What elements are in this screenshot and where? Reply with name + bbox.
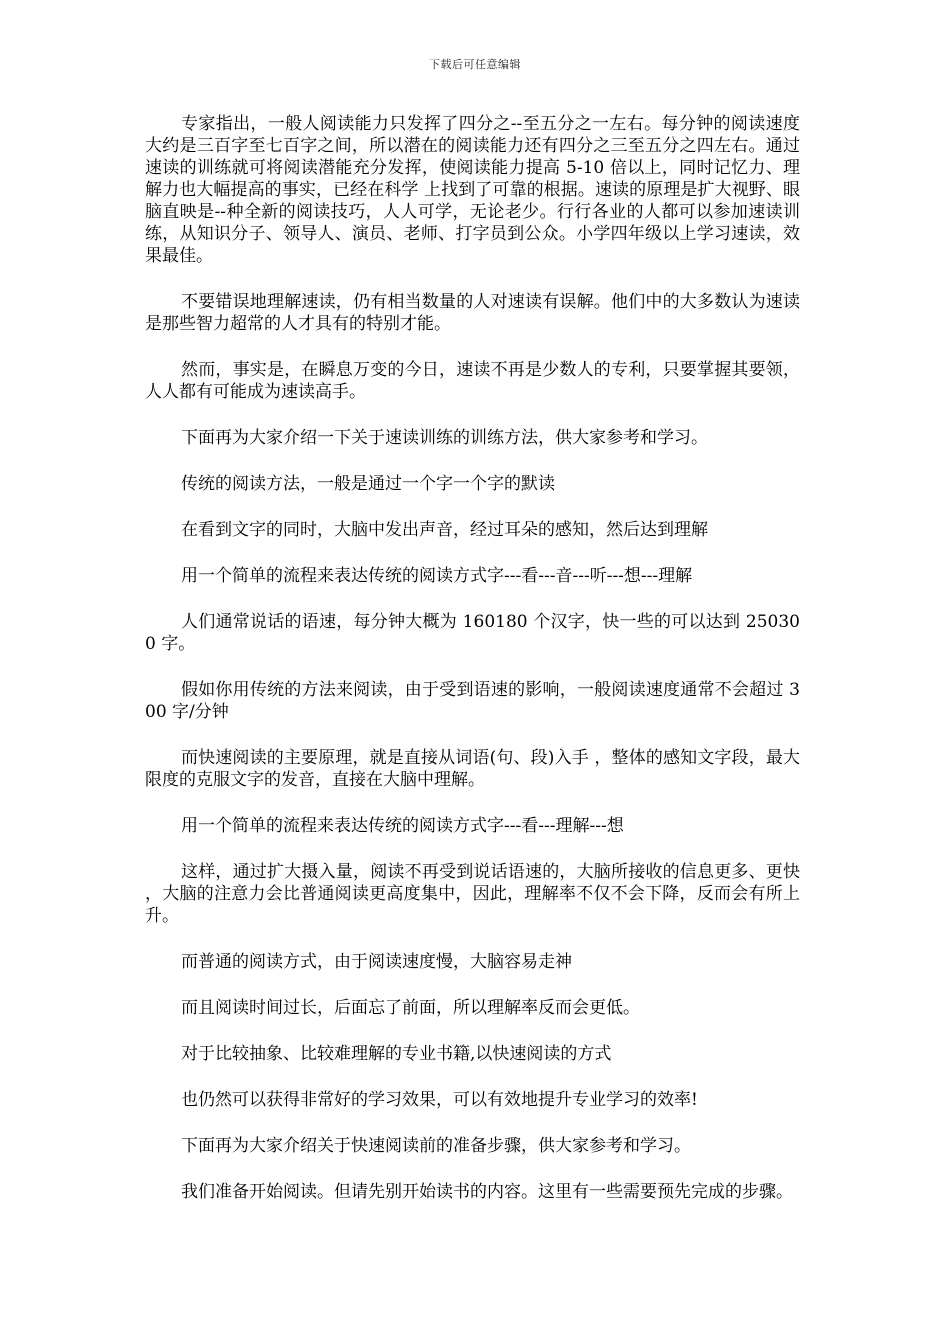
paragraph: 在看到文字的同时，大脑中发出声音，经过耳朵的感知，然后达到理解 [181,520,708,540]
paragraph: 下面再为大家介绍一下关于速读训练的训练方法，供大家参考和学习。 [181,428,708,448]
paragraph: 这样，通过扩大摄入量，阅读不再受到说话语速的，大脑所接收的信息更多、更快 ，大脑的注意力会比普通阅读更高度集中，因此，理解率不仅不会下降，反而会有所上升。 [145,862,800,926]
paragraph: 而快速阅读的主要原理，就是直接从词语(句、段)入手 ，整体的感知文字段，最大限度的克服文字的发音，直接在大脑中理解。 [145,748,800,790]
paragraph: 不要错误地理解速读，仍有相当数量的人对速读有误解。他们中的大多数认为速读是那些智力超常的人才具有的特别才能。 [145,292,800,334]
paragraph: 也仍然可以获得非常好的学习效果，可以有效地提升专业学习的效率! [181,1090,698,1110]
paragraph: 用一个简单的流程来表达传统的阅读方式字---看---音---听---想---理解 [181,566,693,586]
paragraph: 而普通的阅读方式，由于阅读速度慢，大脑容易走神 [181,952,572,972]
paragraph: 用一个简单的流程来表达传统的阅读方式字---看---理解---想 [181,816,624,836]
header-note: 下载后可任意编辑 [429,58,521,71]
paragraph: 然而，事实是，在瞬息万变的今日，速读不再是少数人的专利，只要掌握其要领，人人都有可能成为速读高手。 [145,360,800,402]
paragraph: 下面再为大家介绍关于快速阅读前的准备步骤，供大家参考和学习。 [181,1136,691,1156]
paragraph: 对于比较抽象、比较难理解的专业书籍,以快速阅读的方式 [181,1044,612,1064]
paragraph: 而且阅读时间过长，后面忘了前面，所以理解率反而会更低。 [181,998,640,1018]
document-body [145,113,800,1227]
paragraph: 人们通常说话的语速，每分钟大概为 160180 个汉字，快一些的可以达到 250300 字。 [145,612,800,654]
paragraph: 假如你用传统的方法来阅读，由于受到语速的影响，一般阅读速度通常不会超过 300 字/分钟 [145,680,800,722]
paragraph: 我们准备开始阅读。但请先别开始读书的内容。这里有一些需要预先完成的步骤。 [181,1182,793,1202]
paragraph: 专家指出，一般人阅读能力只发挥了四分之--至五分之一左右。每分钟的阅读速度大约是三百字至七百字之间，所以潜在的阅读能力还有四分之三至五分之四左右。通过速读的训练就可将阅读潜能充分发挥，使阅读能力提高 5-10 倍以上，同时记忆力、理解力也大幅提高的事实，已经在科学 上找到了可靠的根据。速读的原理是扩大视野、眼脑直映是--种全新的阅读技巧，人人可学，无论老少。行行各业的人都可以参加速读训练，从知识分子、领导人、演员、老师、打字员到公众。小学四年级以上学习速读，效果最佳。 [145,114,800,266]
paragraph: 传统的阅读方法，一般是通过一个字一个字的默读 [181,474,555,494]
